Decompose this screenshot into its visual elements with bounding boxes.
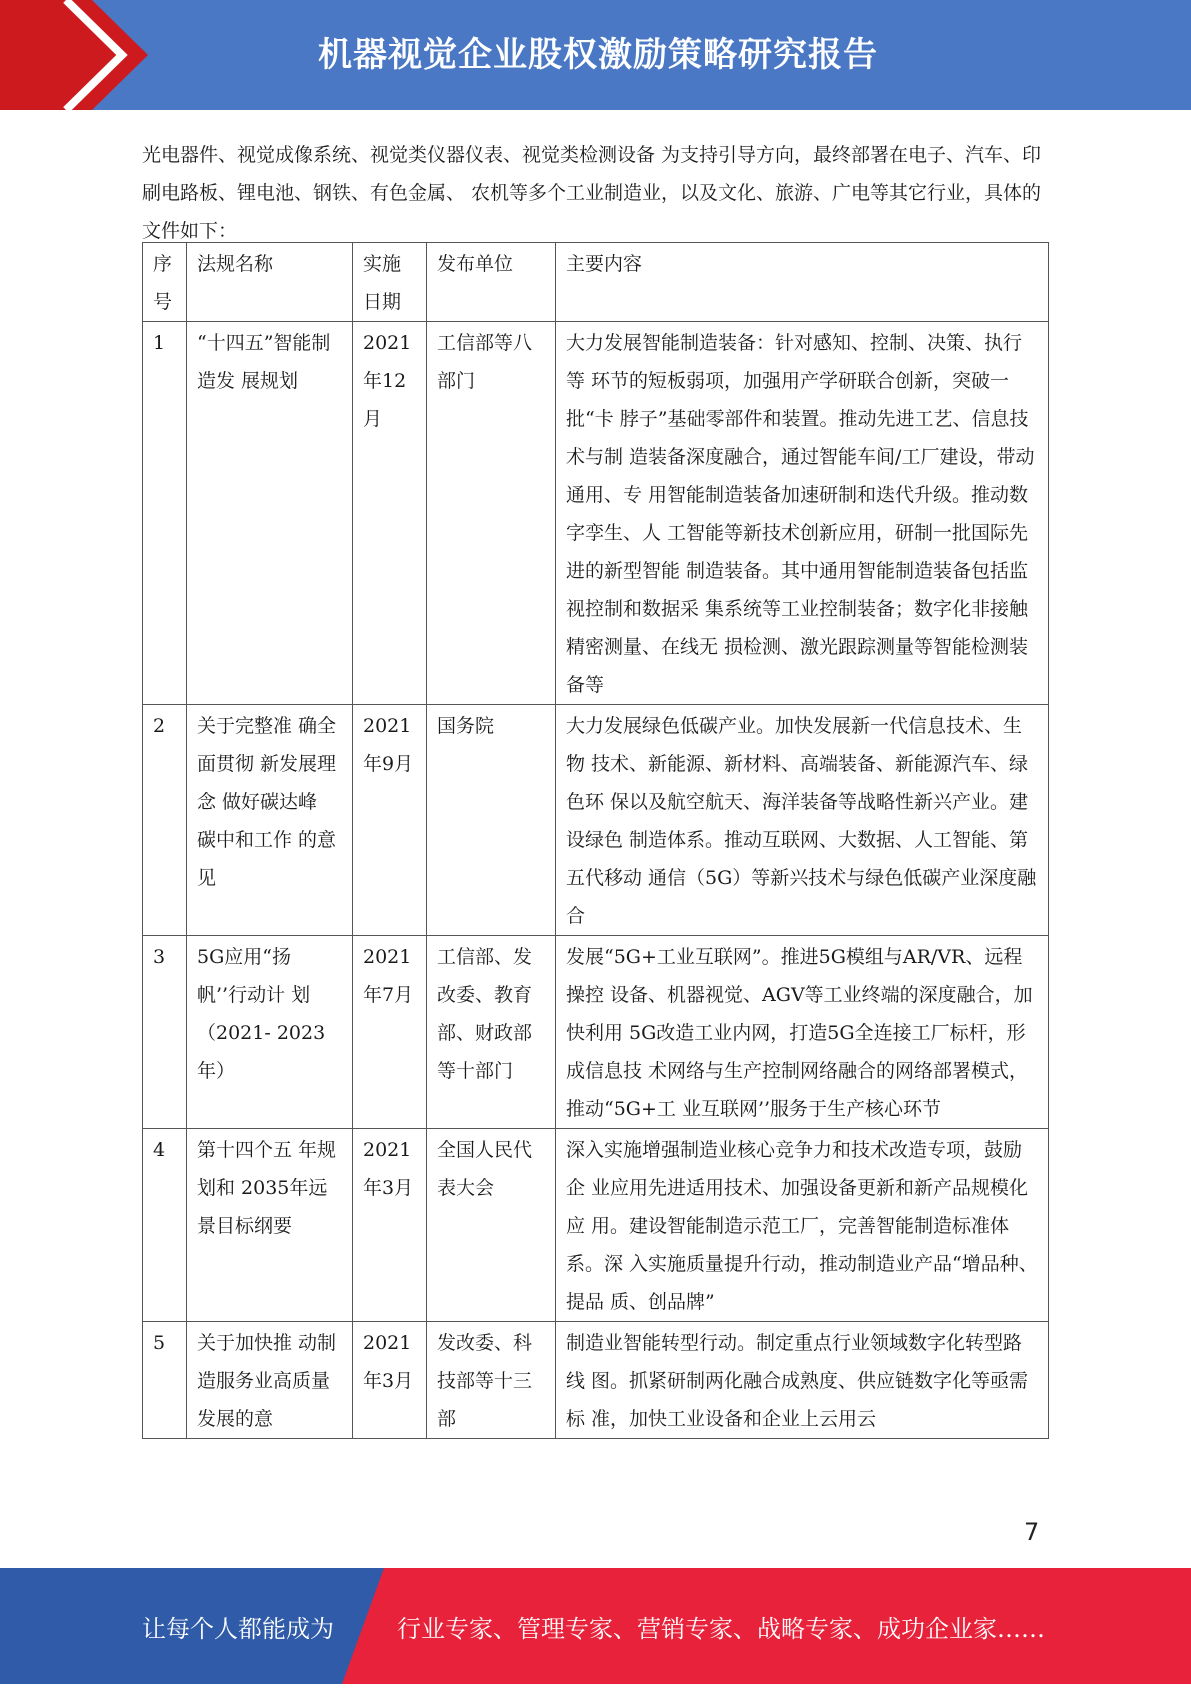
row-issuer: 全国人民代表大会 — [427, 1129, 556, 1322]
header-banner — [0, 0, 1191, 110]
header-content: 主要内容 — [556, 243, 1049, 322]
row-issuer: 工信部等八部门 — [427, 322, 556, 705]
header-issuer: 发布单位 — [427, 243, 556, 322]
row-issuer: 发改委、科技部等十三部 — [427, 1322, 556, 1439]
row-no: 1 — [143, 322, 187, 705]
row-issuer: 国务院 — [427, 705, 556, 936]
row-content: 制造业智能转型行动。制定重点行业领域数字化转型路线 图。抓紧研制两化融合成熟度、供应链数字化等亟需标 准，加快工业设备和企业上云用云 — [556, 1322, 1049, 1439]
row-name: 关于加快推 动制造服务业高质量发展的意 — [187, 1322, 353, 1439]
footer-slogan: 让每个人都能成为 — [142, 1615, 334, 1643]
report-title: 机器视觉企业股权激励策略研究报告 — [318, 35, 878, 75]
row-date: 2021年9月 — [353, 705, 427, 936]
table-row — [143, 1129, 1049, 1322]
table-row — [143, 322, 1049, 705]
row-no: 3 — [143, 936, 187, 1129]
row-name: 第十四个五 年规划和 2035年远 景目标纲要 — [187, 1129, 353, 1322]
row-name: 关于完整准 确全面贯彻 新发展理念 做好碳达峰 碳中和工作 的意见 — [187, 705, 353, 936]
footer-roles: 行业专家、管理专家、营销专家、战略专家、成功企业家…… — [397, 1615, 1045, 1643]
row-no: 4 — [143, 1129, 187, 1322]
footer-banner — [0, 1568, 1191, 1684]
page-number: 7 — [1024, 1518, 1040, 1546]
row-content: 大力发展智能制造装备：针对感知、控制、决策、执行等 环节的短板弱项，加强用产学研联合创新，突破一批“卡 脖子”基础零部件和装置。推动先进工艺、信息技术与制 造装备深度融合，通过智能车间/工厂建设，带动通用、专 用智能制造装备加速研制和迭代升级。推动数字孪生、人 工智能等新技术创新应用，研制一批国际先进的新型智能 制造装备。其中通用智能制造装备包括监视控制和数据采 集系统等工业控制装备；数字化非接触精密测量、在线无 损检测、激光跟踪测量等智能检测装备等 — [556, 322, 1049, 705]
row-content: 深入实施增强制造业核心竞争力和技术改造专项，鼓励企 业应用先进适用技术、加强设备更新和新产品规模化应 用。建设智能制造示范工厂，完善智能制造标准体系。深 入实施质量提升行动，推动制造业产品“增品种、提品 质、创品牌” — [556, 1129, 1049, 1322]
header-no: 序号 — [143, 243, 187, 322]
intro-paragraph: 光电器件、视觉成像系统、视觉类仪器仪表、视觉类检测设备 为支持引导方向，最终部署在电子、汽车、印刷电路板、锂电池、钢铁、有色金属、 农机等多个工业制造业，以及文化、旅游、广电等其它行业，具体的文件如下： — [142, 144, 1042, 242]
row-date: 2021年7月 — [353, 936, 427, 1129]
row-no: 5 — [143, 1322, 187, 1439]
row-date: 2021年3月 — [353, 1129, 427, 1322]
row-date: 2021年3月 — [353, 1322, 427, 1439]
table-row — [143, 1322, 1049, 1439]
header-name: 法规名称 — [187, 243, 353, 322]
row-date: 2021年12月 — [353, 322, 427, 705]
header-red-chevron-icon — [0, 0, 150, 110]
row-content: 大力发展绿色低碳产业。加快发展新一代信息技术、生物 技术、新能源、新材料、高端装备、新能源汽车、绿色环 保以及航空航天、海洋装备等战略性新兴产业。建设绿色 制造体系。推动互联网、大数据、人工智能、第五代移动 通信（5G）等新兴技术与绿色低碳产业深度融合 — [556, 705, 1049, 936]
table-row — [143, 936, 1049, 1129]
row-content: 发展“5G+工业互联网”。推进5G模组与AR/VR、远程操控 设备、机器视觉、AGV等工业终端的深度融合，加快利用 5G改造工业内网，打造5G全连接工厂标杆，形成信息技 术网络与生产控制网络融合的网络部署模式，推动“5G+工 业互联网’’服务于生产核心环节 — [556, 936, 1049, 1129]
table-row — [143, 705, 1049, 936]
header-date: 实施日期 — [353, 243, 427, 322]
row-name: 5G应用“扬 帆’’行动计 划（2021- 2023年） — [187, 936, 353, 1129]
row-no: 2 — [143, 705, 187, 936]
row-name: “十四五”智能制造发 展规划 — [187, 322, 353, 705]
table-header-row — [143, 243, 1049, 322]
regulation-table — [142, 242, 1049, 1439]
row-issuer: 工信部、发改委、教育部、财政部等十部门 — [427, 936, 556, 1129]
